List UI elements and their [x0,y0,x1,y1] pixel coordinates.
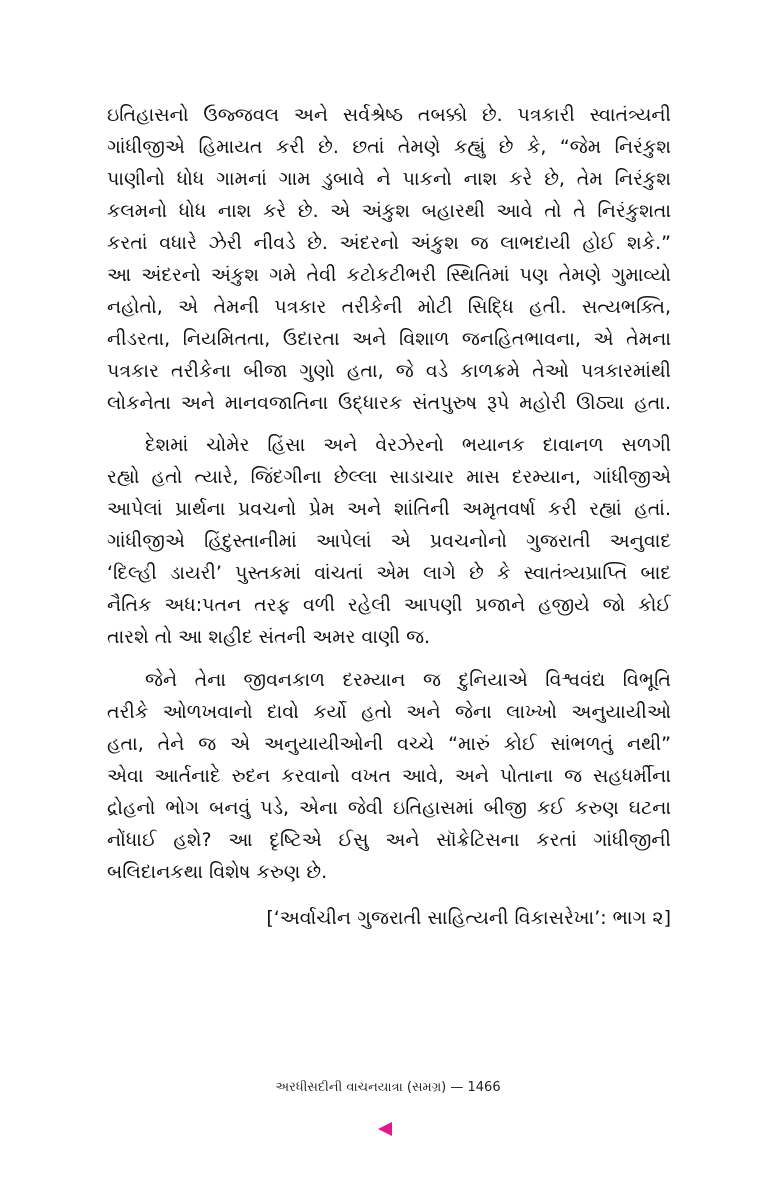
paragraph-2-line-6: નૈતિક અધ:પતન તરફ વળી રહેલી આપણી પ્રજાને હજીયે જો કોઈ [107,594,671,616]
paragraph-1-line-2: ગાંધીજીએ હિમાયત કરી છે. છતાં તેમણે કહ્યું છે કે, “જેમ નિરંકુશ [107,136,671,158]
paragraph-1-line-8: નીડરતા, નિયમિતતા, ઉદારતા અને વિશાળ જનહિતભાવના, એ તેમના [107,328,671,350]
paragraph-3-line-7: બલિદાનકથા વિશેષ કરુણ છે. [107,861,328,883]
paragraph-2-line-5: ‘દિલ્હી ડાયરી’ પુસ્તકમાં વાંચતાં એમ લાગે છે કે સ્વાતંત્ર્યપ્રાપ્તિ બાદ [107,562,671,584]
page-footer: અરધીસદીની વાચનયાત્રા (સમગ્ર) — 1466 [275,1080,501,1095]
paragraph-1-line-3: પાણીનો ધોધ ગામનાં ગામ ડુબાવે ને પાકનો નાશ કરે છે, તેમ નિરંકુશ [107,168,671,190]
paragraph-3-line-5: દ્રોહનો ભોગ બનવું પડે, એના જેવી ઇતિહાસમાં બીજી કઈ કરુણ ઘટના [107,797,671,819]
paragraph-2-line-2: રહ્યો હતો ત્યારે, જિંદગીના છેલ્લા સાડાચાર માસ દરમ્યાન, ગાંધીજીએ [107,466,671,488]
paragraph-3-line-1: જેને તેના જીવનકાળ દરમ્યાન જ દુનિયાએ વિશ્વવંદ્ય વિભૂતિ [145,669,671,691]
paragraph-2-line-3: આપેલાં પ્રાર્થના પ્રવચનો પ્રેમ અને શાંતિની અમૃતવર્ષા કરી રહ્યાં હતાં. [107,498,671,520]
previous-page-arrow-icon[interactable] [378,1122,392,1136]
paragraph-3-line-2: તરીકે ઓળખવાનો દાવો કર્યો હતો અને જેના લાખ્ખો અનુયાયીઓ [107,701,671,723]
source-citation: [‘અર્વાચીન ગુજરાતી સાહિત્યની વિકાસરેખા’: ભાગ ૨] [266,907,671,929]
paragraph-1-line-4: કલમનો ધોધ નાશ કરે છે. એ અંકુશ બહારથી આવે તો તે નિરંકુશતા [107,200,671,222]
paragraph-1-line-5: કરતાં વધારે ઝેરી નીવડે છે. અંદરનો અંકુશ જ લાભદાયી હોઈ શકે.” [107,232,671,254]
paragraph-3-line-4: એવા આર્તનાદે રુદન કરવાનો વખત આવે, અને પોતાના જ સહધર્મીના [107,765,671,787]
paragraph-3-line-6: નોંધાઈ હશે? આ દૃષ્ટિએ ઈસુ અને સૉક્રેટિસના કરતાં ગાંધીજીની [107,829,671,851]
paragraph-2-line-1: દેશમાં ચોમેર હિંસા અને વેરઝેરનો ભયાનક દાવાનળ સળગી [145,434,671,456]
paragraph-1-line-10: લોકનેતા અને માનવજાતિના ઉદ્ધારક સંતપુરુષ રૂપે મહોરી ઊઠ્યા હતા. [107,392,671,414]
paragraph-3-line-3: હતા, તેને જ એ અનુયાયીઓની વચ્ચે “મારું કોઈ સાંભળતું નથી” [107,733,671,755]
paragraph-1-line-9: પત્રકાર તરીકેના બીજા ગુણો હતા, જે વડે કાળક્રમે તેઓ પત્રકારમાંથી [107,360,671,382]
paragraph-1-line-6: આ અંદરનો અંકુશ ગમે તેવી કટોકટીભરી સ્થિતિમાં પણ તેમણે ગુમાવ્યો [107,264,671,286]
paragraph-2-line-4: ગાંધીજીએ હિંદુસ્તાનીમાં આપેલાં એ પ્રવચનોનો ગુજરાતી અનુવાદ [107,530,671,552]
paragraph-1-line-1: ઇતિહાસનો ઉજ્જવલ અને સર્વશ્રેષ્ઠ તબક્કો છે. પત્રકારી સ્વાતંત્ર્યની [107,104,671,126]
paragraph-2-line-7: તારશે તો આ શહીદ સંતની અમર વાણી જ. [107,626,431,648]
paragraph-1-line-7: નહોતો, એ તેમની પત્રકાર તરીકેની મોટી સિદ્ધિ હતી. સત્યભક્તિ, [107,296,671,318]
